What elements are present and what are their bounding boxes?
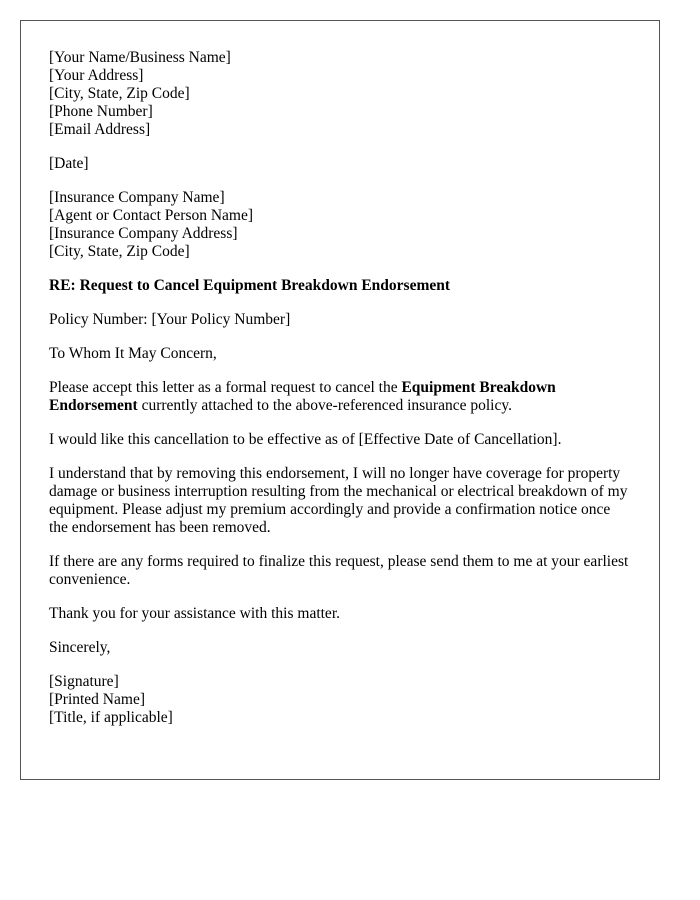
paragraph-request — [49, 379, 631, 415]
paragraph-coverage: I understand that by removing this endorsement, I will no longer have coverage for property damage or business interruption resulting from the mechanical or electrical breakdown of my equipment. Please adjust my premium accordingly and provide a confirmation notice once the endorsement has been removed. — [49, 465, 628, 536]
subject-line: RE: Request to Cancel Equipment Breakdown Endorsement — [49, 277, 451, 294]
letter-date: [Date] — [49, 155, 89, 172]
printed-name: [Printed Name] — [49, 691, 145, 708]
sender-name: [Your Name/Business Name] — [49, 49, 231, 66]
salutation: To Whom It May Concern, — [49, 345, 217, 362]
signer-title: [Title, if applicable] — [49, 709, 173, 726]
endorsement-name: Equipment Breakdown Endorsement — [49, 379, 556, 414]
sender-phone: [Phone Number] — [49, 103, 153, 120]
closing: Sincerely, — [49, 639, 111, 656]
recipient-company: [Insurance Company Name] — [49, 189, 225, 206]
recipient-city-state-zip: [City, State, Zip Code] — [49, 243, 190, 260]
sender-address: [Your Address] — [49, 67, 144, 84]
paragraph-request-text-after: currently attached to the above-referenced insurance policy. — [137, 397, 512, 414]
recipient-address: [Insurance Company Address] — [49, 225, 238, 242]
recipient-contact: [Agent or Contact Person Name] — [49, 207, 254, 224]
paragraph-effective-date: I would like this cancellation to be effective as of [Effective Date of Cancellation]. — [49, 431, 562, 448]
letter-page — [20, 20, 660, 780]
sender-block — [49, 49, 631, 139]
paragraph-thanks: Thank you for your assistance with this matter. — [49, 605, 340, 622]
sender-email: [Email Address] — [49, 121, 151, 138]
policy-number-line: Policy Number: [Your Policy Number] — [49, 311, 291, 328]
signature-block — [49, 673, 631, 727]
paragraph-request-text-before: Please accept this letter as a formal request to cancel the — [49, 379, 402, 396]
signature: [Signature] — [49, 673, 119, 690]
recipient-block — [49, 189, 631, 261]
paragraph-forms: If there are any forms required to finalize this request, please send them to me at your earliest convenience. — [49, 553, 629, 588]
date-block — [49, 155, 631, 173]
sender-city-state-zip: [City, State, Zip Code] — [49, 85, 190, 102]
